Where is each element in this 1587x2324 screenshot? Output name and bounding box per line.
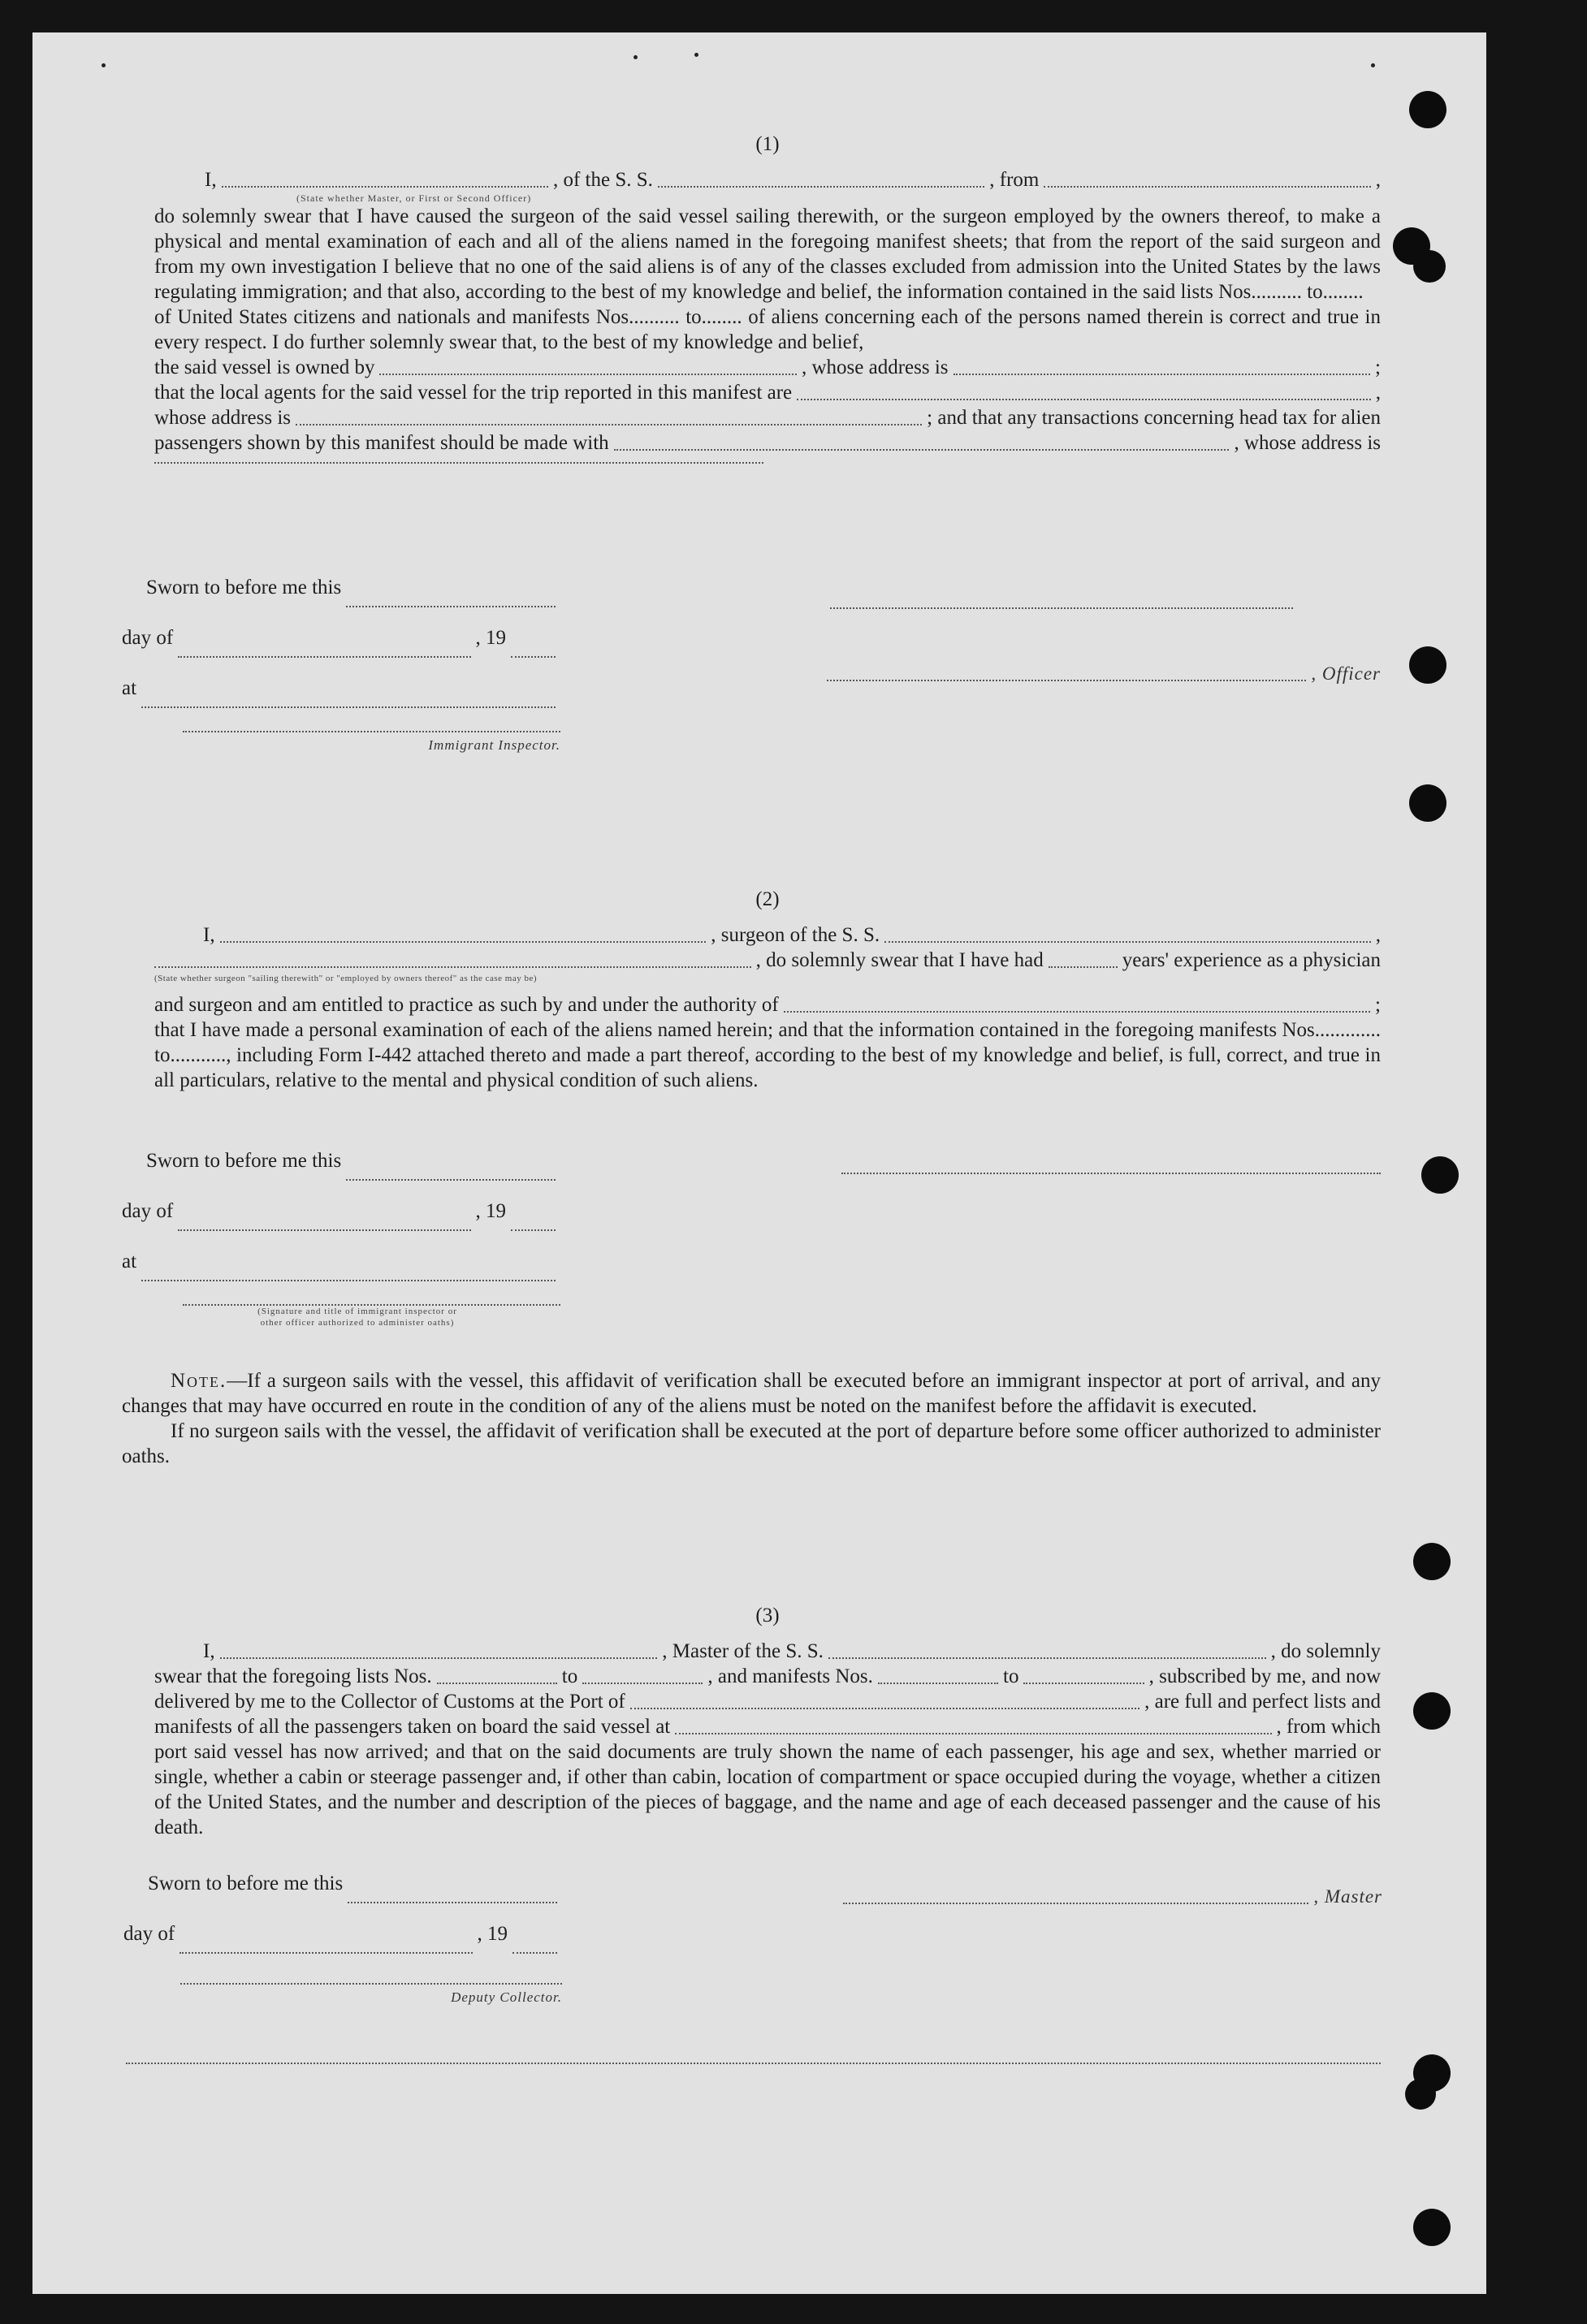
place-field[interactable] [141,706,556,708]
note-block [122,1368,1381,1469]
form-page [32,32,1486,2294]
sworn-block-1 [122,575,560,758]
text-swear: , do solemnly swear that I have had [755,949,1044,971]
manifests-to-field[interactable] [1023,1683,1144,1684]
text-sworn: Sworn to before me this [146,1150,342,1172]
text-to: to [561,1665,578,1687]
ink-speck [694,53,698,57]
text-full-lists: , are full and perfect lists and [1144,1691,1381,1713]
text-sworn: Sworn to before me this [148,1873,344,1894]
years-field[interactable] [1049,966,1118,968]
punch-hole [1409,784,1446,822]
master-name-field[interactable] [220,1657,658,1659]
sworn-block-2 [122,1148,560,1328]
text-whose-address: , whose address is [802,356,949,378]
punch-hole [1413,1543,1451,1580]
sworn-date-field[interactable] [346,1179,556,1181]
surgeon-name-field[interactable] [220,941,707,943]
section-number: (3) [755,1605,780,1626]
text-day-of: day of [122,627,174,649]
officer-caption: , Officer [1311,663,1381,684]
month-field[interactable] [179,1952,472,1954]
master-signature-row [843,1884,1382,1909]
text-from-which: , from which [1276,1716,1381,1738]
text-sworn: Sworn to before me this [146,577,342,598]
punch-hole [1421,1156,1459,1194]
arrival-port-field[interactable] [630,1708,1139,1709]
surgeon-type-field[interactable] [154,966,751,968]
master-signature-field[interactable] [843,1903,1308,1904]
text-day-of: day of [123,1923,175,1945]
text-manifests-nos: , and manifests Nos. [707,1665,873,1687]
text-to: to [1003,1665,1019,1687]
month-field[interactable] [178,1229,470,1231]
punct: ; [1375,994,1381,1016]
year-field[interactable] [511,1229,556,1231]
text-passengers: passengers shown by this manifest should be made with [154,432,609,454]
departure-port-field[interactable] [675,1733,1271,1734]
ink-speck [1371,63,1375,67]
sworn-date-field[interactable] [346,606,556,607]
section-number: (2) [755,888,780,910]
officer-rank-instruction: (State whether Master, or First or Second Officer) [296,192,532,204]
text-master-of: , Master of the S. S. [662,1640,824,1662]
master-caption: , Master [1313,1886,1382,1907]
note-text-2: If no surgeon sails with the vessel, the affidavit of verification shall be executed at the port of departure before some officer authorized to administer oaths. [122,1420,1381,1467]
head-tax-address-field[interactable] [154,462,763,464]
officer-name-field[interactable] [222,186,548,188]
note-text: —If a surgeon sails with the vessel, this affidavit of verification shall be executed before an immigrant inspector at port of arrival, and any changes that may have occurred en route in the condition of any of the aliens must be noted on the manifest before the affidavit is executed. [122,1370,1381,1417]
agent-address-field[interactable] [296,424,922,425]
punch-hole [1409,91,1446,128]
punct: , [1375,382,1381,404]
text-surgeon-of: , surgeon of the S. S. [711,924,880,946]
punct: ; [1375,356,1381,378]
punch-hole [1405,2079,1436,2110]
text-year: , 19 [475,1200,506,1222]
local-agents-field[interactable] [797,399,1371,400]
text-taken-on-board: manifests of all the passengers taken on board the said vessel at [154,1716,671,1738]
punct: , [1375,924,1382,946]
signature-instruction: (Signature and title of immigrant inspector or [257,1307,457,1316]
vessel-name-field[interactable] [884,941,1371,943]
affidavit-section-1 [154,133,1381,457]
manifests-from-field[interactable] [878,1683,998,1684]
officer-signature-field[interactable] [827,680,1306,681]
ink-speck [102,63,106,67]
text-day-of: day of [122,1200,174,1222]
text-port-of: delivered by me to the Collector of Customs at the Port of [154,1691,625,1713]
punch-hole [1413,1692,1451,1730]
place-field[interactable] [141,1280,556,1281]
text-at: at [122,677,137,699]
punch-hole [1413,250,1446,283]
month-field[interactable] [178,656,470,658]
ink-speck [634,55,638,59]
sworn-block-3 [123,1871,562,2010]
officer-name-line[interactable] [830,607,1293,609]
section-number: (1) [755,133,780,155]
vessel-name-field[interactable] [828,1657,1266,1659]
surgeon-type-instruction: (State whether surgeon "sailing therewith" or "employed by owners thereof" as the case may be) [154,974,538,983]
footer-rule [126,2063,1381,2064]
text-of-ss: , of the S. S. [552,169,653,191]
text-at: at [122,1251,137,1272]
text-from: , from [989,169,1040,191]
text-years: years' experience as a physician [1122,949,1381,971]
vessel-name-field[interactable] [658,186,984,188]
text-local-agents: that the local agents for the said vessel for the trip reported in this manifest are [154,382,793,404]
oath-paragraph-continued: of United States citizens and nationals and manifests Nos.......... to........ of aliens concerning each of the persons named therein is correct and true in every respect. I do further solemnly swear that, to the best of my knowledge and belief, [154,306,1381,353]
text-i: I, [205,169,217,191]
text-lists-nos: swear that the foregoing lists Nos. [154,1665,432,1687]
punch-hole [1409,646,1446,684]
sworn-date-field[interactable] [348,1902,557,1903]
owner-address-field[interactable] [953,374,1371,375]
lists-to-field[interactable] [582,1683,703,1684]
owner-field[interactable] [379,374,797,375]
examination-paragraph: that I have made a personal examination of each of the aliens named herein; and that the information contained in the foregoing manifests Nos............. to..........., including Form I-442 attached thereto and made a part thereof, according to the best of my knowledge and belief, is full, correct, and true in all particulars, relative to the mental and physical condition of such aliens. [154,1019,1381,1091]
text-authority: and surgeon and am entitled to practice as such by and under the authority of [154,994,779,1016]
signature-instruction: other officer authorized to administer oaths) [260,1318,455,1328]
deputy-caption: Deputy Collector. [451,1989,562,2005]
text-year: , 19 [475,627,506,649]
head-tax-contact-field[interactable] [614,449,1230,451]
punch-hole [1413,2209,1451,2246]
affidavit-section-3 [154,1605,1381,1840]
year-field[interactable] [511,656,556,658]
note-label: Note. [171,1370,227,1392]
text-year: , 19 [477,1923,508,1945]
text-whose-address: , whose address is [1234,432,1381,454]
from-port-field[interactable] [1044,186,1370,188]
text-i: I, [203,1640,215,1662]
punct: , [1375,169,1381,191]
text-owned-by: the said vessel is owned by [154,356,375,378]
text-head-tax: ; and that any transactions concerning head tax for alien [927,407,1381,429]
text-subscribed: , subscribed by me, and now [1148,1665,1382,1687]
text-whose-address: whose address is [154,407,292,429]
oath-paragraph: do solemnly swear that I have caused the surgeon of the said vessel sailing therewith, or the surgeon employed by the owners thereof, to make a physical and mental examination of each and all of the aliens named in the foregoing manifest sheets; that from the report of the said surgeon and from my own investigation I believe that no one of the said aliens is of any of the classes excluded from admission into the United States by the laws regulating immigration; and that also, according to the best of my knowledge and belief, the information contained in the said lists Nos.......... to........ [154,205,1381,303]
affidavit-section-2 [154,888,1381,1093]
officer-signature-row [827,661,1381,686]
lists-from-field[interactable] [437,1683,557,1684]
year-field[interactable] [512,1952,557,1954]
surgeon-signature-line[interactable] [841,1173,1381,1174]
text-i: I, [203,924,215,946]
authority-field[interactable] [784,1011,1370,1013]
passenger-paragraph: port said vessel has now arrived; and that on the said documents are truly shown the name of each passenger, his age and sex, whether married or single, whether a cabin or steerage passenger and, if other than cabin, location of compartment or space occupied during the voyage, whether a citizen of the United States, and the number and description of the pieces of baggage, and the name and age of each deceased passenger and the cause of his death. [154,1741,1381,1838]
text-solemnly: , do solemnly [1270,1640,1382,1662]
inspector-caption: Immigrant Inspector. [428,737,560,753]
